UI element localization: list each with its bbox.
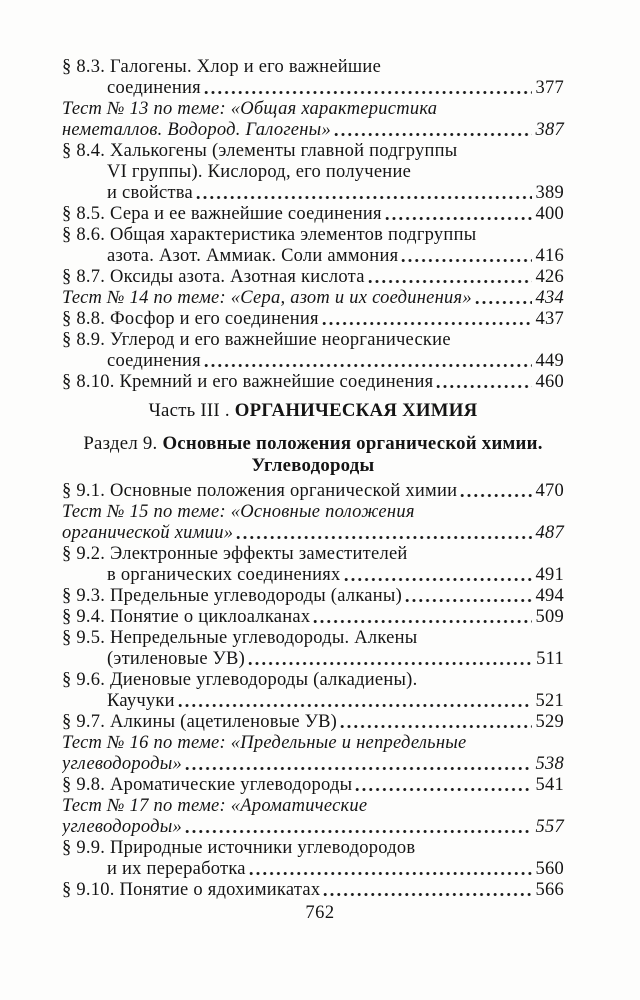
dot-leader bbox=[322, 321, 532, 326]
razdel-heading bbox=[62, 433, 564, 455]
dot-leader bbox=[204, 363, 532, 368]
dot-leader bbox=[204, 90, 532, 95]
toc-line-text: § 9.6. Диеновые углеводороды (алкадиены). bbox=[62, 670, 418, 690]
page-number: 521 bbox=[535, 691, 564, 711]
toc-line-text: § 8.10. Кремний и его важнейшие соединения bbox=[62, 372, 434, 392]
page-number: 377 bbox=[535, 78, 564, 98]
dot-leader bbox=[385, 216, 532, 221]
toc-line-text: Тест № 14 по теме: «Сера, азот и их соединения» bbox=[62, 288, 472, 308]
page-number: 511 bbox=[536, 649, 564, 669]
page-number: 426 bbox=[535, 267, 564, 287]
toc-line bbox=[62, 78, 564, 99]
toc-line bbox=[62, 481, 564, 502]
toc-line-text: Тест № 17 по теме: «Ароматические bbox=[62, 796, 368, 816]
dot-leader bbox=[405, 598, 532, 603]
page-number: 541 bbox=[535, 775, 564, 795]
dot-leader bbox=[436, 384, 531, 389]
dot-leader bbox=[236, 535, 531, 540]
toc-line-text: азота. Азот. Аммиак. Соли аммония bbox=[107, 246, 399, 266]
page-number: 460 bbox=[535, 372, 564, 392]
dot-leader bbox=[460, 493, 531, 498]
toc-line-text: § 8.9. Углерод и его важнейшие неорганические bbox=[62, 330, 451, 350]
page-number: 494 bbox=[535, 586, 564, 606]
toc-line-text: VI группы). Кислород, его получение bbox=[107, 162, 412, 182]
toc-line bbox=[62, 288, 564, 309]
toc-line-text: углеводороды» bbox=[62, 754, 182, 774]
razdel-heading-line2 bbox=[62, 455, 564, 477]
toc-line-text: Тест № 13 по теме: «Общая характеристика bbox=[62, 99, 438, 119]
toc-line-text: соединения bbox=[107, 351, 201, 371]
dot-leader bbox=[249, 871, 532, 876]
page-number: 557 bbox=[535, 817, 564, 837]
dot-leader bbox=[323, 892, 531, 897]
heading-title: ОРГАНИЧЕСКАЯ ХИМИЯ bbox=[234, 400, 478, 421]
toc-line-text: § 8.4. Халькогены (элементы главной подгруппы bbox=[62, 141, 458, 161]
toc-line-text: § 9.7. Алкины (ацетиленовые УВ) bbox=[62, 712, 338, 732]
toc-line bbox=[62, 246, 564, 267]
page-number: 560 bbox=[535, 859, 564, 879]
page-number: 400 bbox=[535, 204, 564, 224]
toc-line bbox=[62, 99, 564, 120]
page-number-footer: 762 bbox=[305, 903, 335, 923]
toc-line bbox=[62, 649, 564, 670]
toc-line bbox=[62, 775, 564, 796]
toc-line bbox=[62, 141, 564, 162]
toc-line-text: § 8.3. Галогены. Хлор и его важнейшие bbox=[62, 57, 382, 77]
toc-line-text: и их переработка bbox=[107, 859, 246, 879]
toc-line bbox=[62, 754, 564, 775]
dot-leader bbox=[185, 766, 532, 771]
toc-line bbox=[62, 351, 564, 372]
toc-line bbox=[62, 712, 564, 733]
page-number: 566 bbox=[535, 880, 564, 900]
toc-line-text: неметаллов. Водород. Галогены» bbox=[62, 120, 331, 140]
toc-line-text: § 8.7. Оксиды азота. Азотная кислота bbox=[62, 267, 365, 287]
toc-line bbox=[62, 691, 564, 712]
dot-leader bbox=[340, 724, 531, 729]
toc-line bbox=[62, 204, 564, 225]
toc-line-text: Каучуки bbox=[107, 691, 175, 711]
toc-line-text: соединения bbox=[107, 78, 201, 98]
dot-leader bbox=[185, 829, 532, 834]
toc-line bbox=[62, 859, 564, 880]
toc-line-text: § 9.2. Электронные эффекты заместителей bbox=[62, 544, 408, 564]
toc-line bbox=[62, 628, 564, 649]
toc-line bbox=[62, 523, 564, 544]
toc-line-text: § 9.8. Ароматические углеводороды bbox=[62, 775, 353, 795]
toc-line bbox=[62, 565, 564, 586]
page-number: 538 bbox=[535, 754, 564, 774]
dot-leader bbox=[178, 703, 532, 708]
dot-leader bbox=[355, 787, 531, 792]
dot-leader bbox=[196, 195, 532, 200]
toc-line bbox=[62, 120, 564, 141]
page-number: 509 bbox=[535, 607, 564, 627]
toc-line-text: органической химии» bbox=[62, 523, 234, 543]
dot-leader bbox=[248, 661, 532, 666]
toc-list bbox=[62, 57, 564, 901]
toc-line-text: § 9.1. Основные положения органической химии bbox=[62, 481, 458, 501]
page-number: 416 bbox=[535, 246, 564, 266]
dot-leader bbox=[475, 300, 532, 305]
toc-line-text: § 9.10. Понятие о ядохимикатах bbox=[62, 880, 321, 900]
dot-leader bbox=[401, 258, 531, 263]
toc-line bbox=[62, 838, 564, 859]
heading-prefix: Часть III . bbox=[148, 400, 235, 421]
toc-line bbox=[62, 586, 564, 607]
toc-line-text: § 9.5. Непредельные углеводороды. Алкены bbox=[62, 628, 418, 648]
toc-line bbox=[62, 502, 564, 523]
toc-line bbox=[62, 330, 564, 351]
toc-line bbox=[62, 372, 564, 393]
toc-line-text: § 9.9. Природные источники углеводородов bbox=[62, 838, 416, 858]
toc-line bbox=[62, 162, 564, 183]
part-heading bbox=[62, 400, 564, 422]
toc-line bbox=[62, 57, 564, 78]
toc-line bbox=[62, 733, 564, 754]
toc-line-text: § 9.3. Предельные углеводороды (алканы) bbox=[62, 586, 402, 606]
page-number: 449 bbox=[535, 351, 564, 371]
toc-line bbox=[62, 607, 564, 628]
toc-line-text: § 8.5. Сера и ее важнейшие соединения bbox=[62, 204, 382, 224]
toc-line bbox=[62, 183, 564, 204]
toc-line bbox=[62, 267, 564, 288]
page-number: 529 bbox=[535, 712, 564, 732]
page-number: 434 bbox=[535, 288, 564, 308]
dot-leader bbox=[344, 577, 532, 582]
toc-line-text: Тест № 16 по теме: «Предельные и непредельные bbox=[62, 733, 467, 753]
heading-title: Основные положения органической химии. bbox=[162, 433, 543, 454]
toc-line bbox=[62, 880, 564, 901]
toc-line bbox=[62, 670, 564, 691]
toc-line bbox=[62, 796, 564, 817]
toc-line-text: § 8.8. Фосфор и его соединения bbox=[62, 309, 319, 329]
page-number: 487 bbox=[535, 523, 564, 543]
dot-leader bbox=[368, 279, 532, 284]
page-number: 470 bbox=[535, 481, 564, 501]
toc-line-text: § 8.6. Общая характеристика элементов подгруппы bbox=[62, 225, 477, 245]
toc-line bbox=[62, 817, 564, 838]
toc-line-text: углеводороды» bbox=[62, 817, 182, 837]
toc-line-text: (этиленовые УВ) bbox=[107, 649, 246, 669]
toc-line-text: Тест № 15 по теме: «Основные положения bbox=[62, 502, 415, 522]
toc-line bbox=[62, 544, 564, 565]
toc-line bbox=[62, 309, 564, 330]
page-number: 389 bbox=[535, 183, 564, 203]
dot-leader bbox=[334, 132, 532, 137]
heading-prefix: Раздел 9. bbox=[83, 433, 163, 454]
toc-line-text: и свойства bbox=[107, 183, 193, 203]
page-number: 387 bbox=[535, 120, 564, 140]
toc-line-text: § 9.4. Понятие о циклоалканах bbox=[62, 607, 311, 627]
toc-line bbox=[62, 225, 564, 246]
dot-leader bbox=[313, 619, 531, 624]
toc-line-text: в органических соединениях bbox=[107, 565, 341, 585]
heading-title: Углеводороды bbox=[251, 455, 375, 476]
page-number: 491 bbox=[535, 565, 564, 585]
page-number: 437 bbox=[535, 309, 564, 329]
